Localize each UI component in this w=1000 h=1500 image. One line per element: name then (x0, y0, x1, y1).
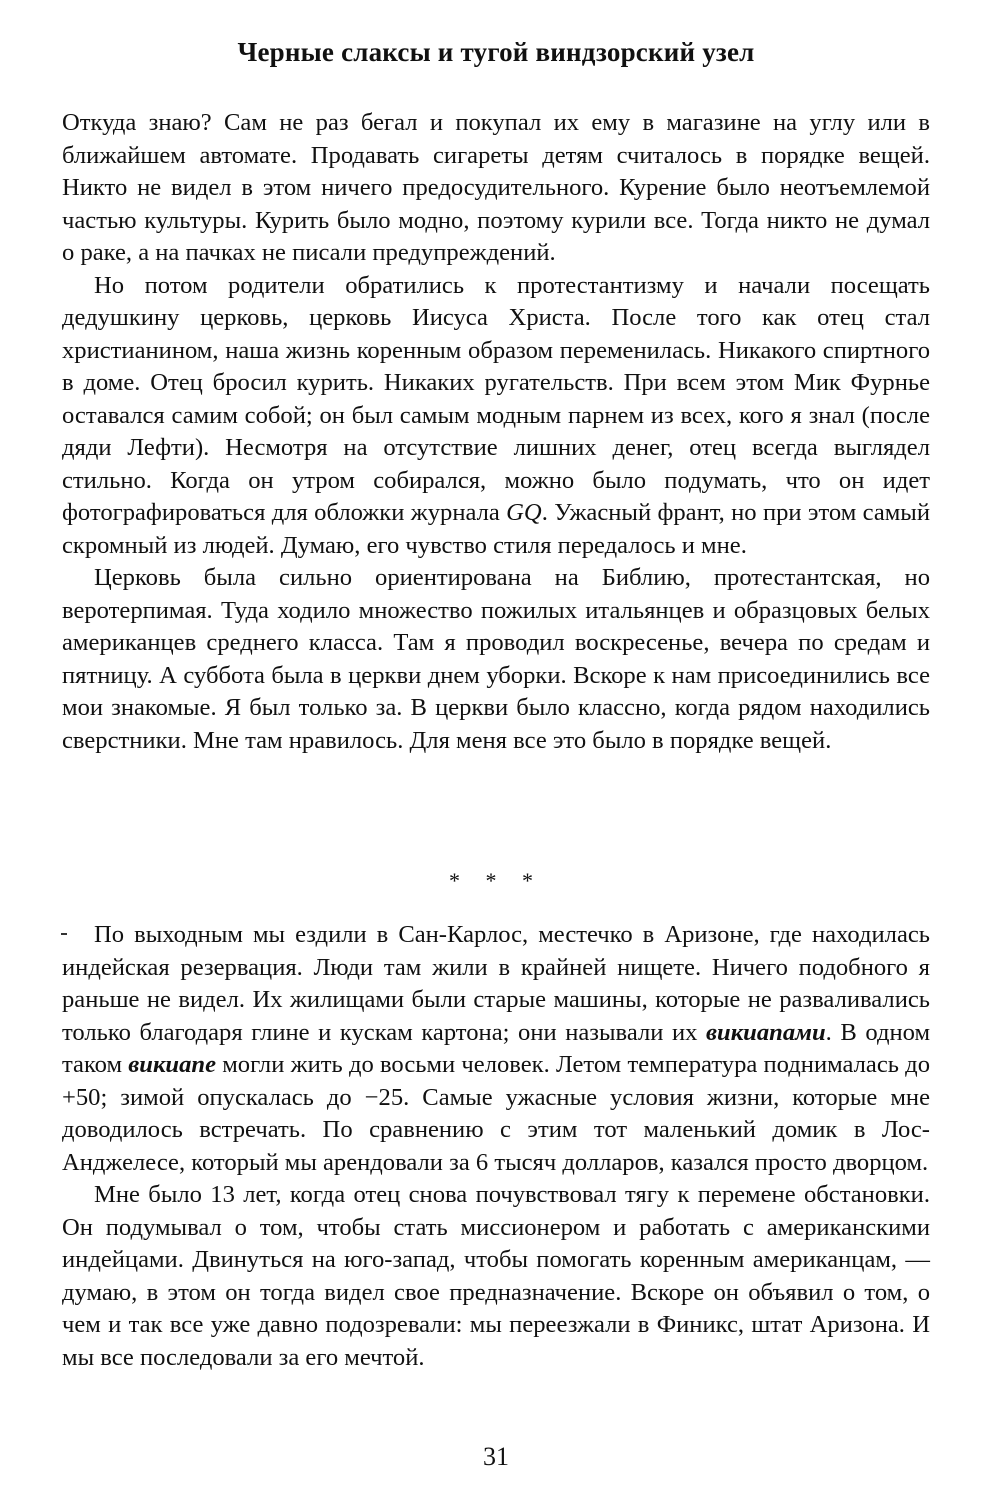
text-section-1 (62, 107, 930, 757)
italic-term: викиапами (706, 1018, 826, 1046)
paragraph-text: Но потом родители обратились к протестантизму и начали посещать дедушкину церковь, церковь Иисуса Христа. После того как отец стал христианином, наша жизнь коренным образом переменилась. Никакого спиртного в доме. Отец бросил курить. Никаких ругательств. При всем этом Мик Фурнье оставался самим собой; он был самым модным парнем из всех, кого я знал (после дяди Лефти). Несмотря на отсутствие лишних денег, отец всегда выглядел стильно. Когда он утром собирался, можно было подумать, что он идет фотографироваться для обложки журнала (62, 271, 930, 526)
paragraph-text: . Ужасный франт, но при этом самый скромный из людей. Думаю, его чувство стиля передалось и мне. (62, 499, 930, 559)
paragraph-text: По выходным мы ездили в Сан-Карлос, местечко в Аризоне, где находилась индейская резервация. Люди там жили в крайней нищете. Ничего подобного я раньше не видел. Их жилищами были старые машины, которые не разваливались только благодаря глине и кускам картона; они называли их (62, 921, 930, 1046)
book-page (62, 0, 930, 1500)
paragraph: Церковь была сильно ориентирована на Библию, протестантская, но веротерпимая. Туда ходило множество пожилых итальянцев и образцовых белых американцев среднего класса. Там я проводил воскресенье, вечера по средам и пятницу. А суббота была в церкви днем уборки. Вскоре к нам присоединились все мои знакомые. Я был только за. В церкви было классно, когда рядом находились сверстники. Мне там нравилось. Для меня все это было в порядке вещей. (62, 564, 930, 754)
page-number: 31 (483, 1442, 509, 1471)
paragraph-text: могли жить до восьми человек. Летом температура поднималась до +50; зимой опускалась до −25. Самые ужасные условия жизни, которые мне доводилось встречать. По сравнению с этим тот маленький домик в Лос-Анджелесе, который мы арендовали за 6 тысяч долларов, казался просто дворцом. (62, 1051, 930, 1176)
paragraph-text: . В одном таком (62, 1018, 931, 1078)
paragraph (62, 270, 930, 563)
magazine-title: GQ (506, 499, 542, 526)
paragraph: Откуда знаю? Сам не раз бегал и покупал их ему в магазине на углу или в ближайшем автомате. Продавать сигареты детям считалось в порядке вещей. Никто не видел в этом ничего предосудительного. Курение было неотъемлемой частью культуры. Курить было модно, поэтому курили все. Тогда никто не думал о раке, а на пачках не писали предупреждений. (62, 109, 930, 266)
section-separator: * * * (449, 868, 543, 893)
text-section-2 (62, 919, 930, 1374)
italic-term: викиапе (128, 1051, 216, 1078)
running-head: Черные слаксы и тугой виндзорский узел (237, 37, 755, 67)
paragraph (62, 919, 930, 1179)
paragraph: Мне было 13 лет, когда отец снова почувствовал тягу к перемене обстановки. Он подумывал о том, чтобы стать миссионером и работать с американскими индейцами. Двинуться на юго-запад, чтобы помогать коренным американцам, — думаю, в этом он тогда видел свое предназначение. Вскоре он объявил о том, о чем и так все уже давно подозревали: мы переезжали в Финикс, штат Аризона. И мы все последовали за его мечтой. (62, 1181, 930, 1371)
